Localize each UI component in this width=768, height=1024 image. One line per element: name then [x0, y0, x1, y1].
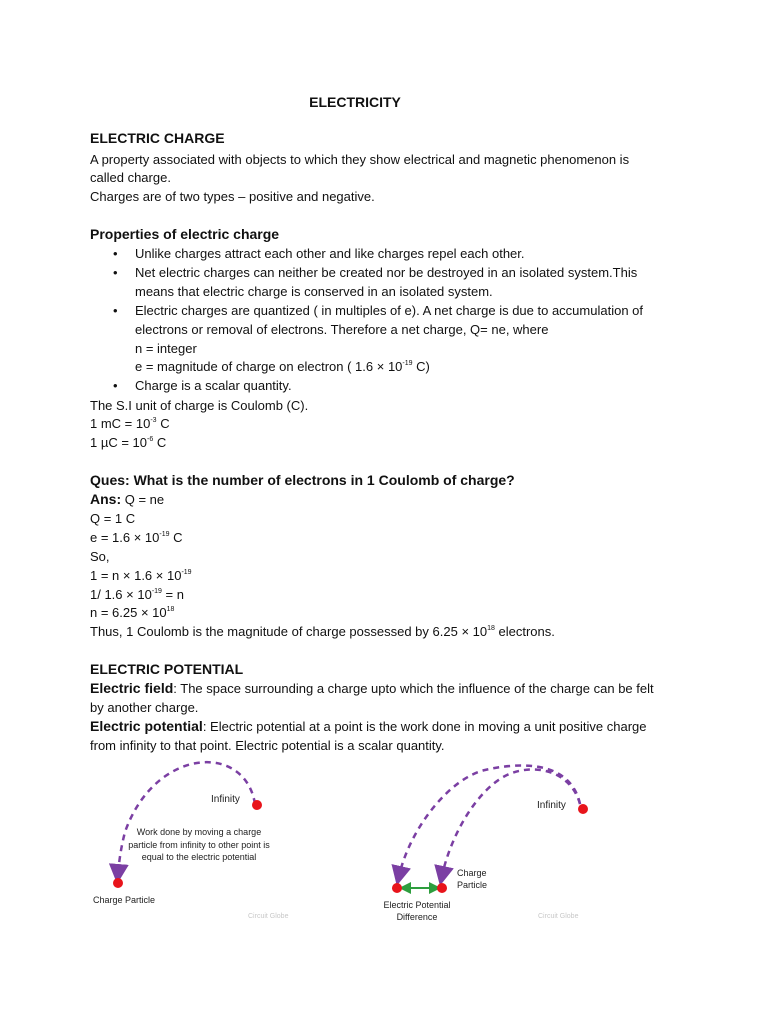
- charge-types: Charges are of two types – positive and negative.: [90, 189, 375, 204]
- path-to-first-point: [399, 765, 580, 876]
- bullet-dot: •: [113, 246, 118, 261]
- diagram-note-line2: particle from infinity to other point is: [128, 840, 270, 850]
- charge-label-line1: Charge: [457, 868, 487, 878]
- diagram-note-line3: equal to the electric potential: [141, 852, 257, 862]
- answer-line3: $e = 1.6 \times 10^{-19}$ C: [90, 530, 183, 545]
- electric-potential-line1: Electric potential: Electric potential at a point is the work done in moving a unit positive charge: [90, 718, 647, 734]
- property-1: Unlike charges attract each other and like charges repel each other.: [135, 246, 525, 261]
- answer-line4: So,: [90, 549, 110, 564]
- difference-label-line2: Difference: [396, 912, 438, 922]
- difference-label-line1: Electric Potential: [383, 900, 451, 910]
- watermark: Circuit Globe: [538, 913, 579, 920]
- path-to-second-point: [442, 769, 580, 876]
- point-b: [437, 883, 447, 893]
- property-3-line2: electrons or removal of electrons. Therefore a net charge, Q= ne, where: [135, 322, 549, 337]
- question: Ques: What is the number of electrons in 1 Coulomb of charge?: [90, 472, 515, 488]
- property-2-line2: means that electric charge is conserved in an isolated system.: [135, 284, 493, 299]
- bullet-dot: •: [113, 378, 118, 393]
- property-3-line3: n = integer: [135, 341, 197, 356]
- answer-line6: 1/ $1.6 \times 10^{-19} = n$: [90, 587, 184, 602]
- electric-potential-heading: ELECTRIC POTENTIAL: [90, 661, 244, 677]
- electric-field-line1: Electric field: The space surrounding a charge upto which the influence of the charge can be felt: [90, 680, 654, 696]
- electric-charge-heading: ELECTRIC CHARGE: [90, 130, 225, 146]
- watermark: Circuit Globe: [248, 913, 289, 920]
- answer-line5: $1 = n \times 1.6 \times 10^{-19}$: [90, 568, 192, 583]
- infinity-label: Infinity: [211, 794, 240, 805]
- property-2-line1: Net electric charges can neither be created nor be destroyed in an isolated system.This: [135, 265, 638, 280]
- diagram-note-line1: Work done by moving a charge: [136, 827, 262, 837]
- answer-line7: $n = 6.25 \times 10^{18}$: [90, 605, 175, 620]
- property-3-line1: Electric charges are quantized ( in multiples of e). A net charge is due to accumulation of: [135, 303, 643, 318]
- answer-conclusion: Thus, 1 Coulomb is the magnitude of charge possessed by $6.25 \times 10^{18}$ electrons.: [90, 624, 555, 639]
- charge-particle-point: [113, 878, 123, 888]
- electric-field-line2: by another charge.: [90, 700, 199, 715]
- answer-line2: Q = 1 C: [90, 511, 136, 526]
- infinity-label: Infinity: [537, 800, 566, 811]
- si-unit: The S.I unit of charge is Coulomb (C).: [90, 398, 309, 413]
- charge-definition-line2: called charge.: [90, 170, 171, 185]
- point-a: [392, 883, 402, 893]
- page-title: ELECTRICITY: [309, 94, 401, 110]
- bullet-dot: •: [113, 265, 118, 280]
- potential-diagram: [85, 752, 325, 932]
- property-3-line4: e = magnitude of charge on electron ( $1.6 \times 10^{-19}$ C): [135, 359, 430, 374]
- bullet-dot: •: [113, 303, 118, 318]
- charge-definition-line1: A property associated with objects to which they show electrical and magnetic phenomenon is: [90, 152, 630, 167]
- electric-potential-line2: from infinity to that point. Electric potential is a scalar quantity.: [90, 738, 445, 753]
- microcoulomb: 1 $\mu C = 10^{-6}$ C: [90, 435, 167, 450]
- potential-difference-diagram: [365, 758, 605, 928]
- properties-heading: Properties of electric charge: [90, 226, 280, 242]
- property-4: Charge is a scalar quantity.: [135, 378, 292, 393]
- millicoulomb: 1 mC = $10^{-3}$ C: [90, 416, 170, 431]
- charge-particle-label: Charge Particle: [93, 895, 156, 905]
- infinity-point: [252, 800, 262, 810]
- answer-line1: Ans: Q = ne: [90, 491, 165, 507]
- charge-label-line2: Particle: [457, 880, 488, 890]
- infinity-point: [578, 804, 588, 814]
